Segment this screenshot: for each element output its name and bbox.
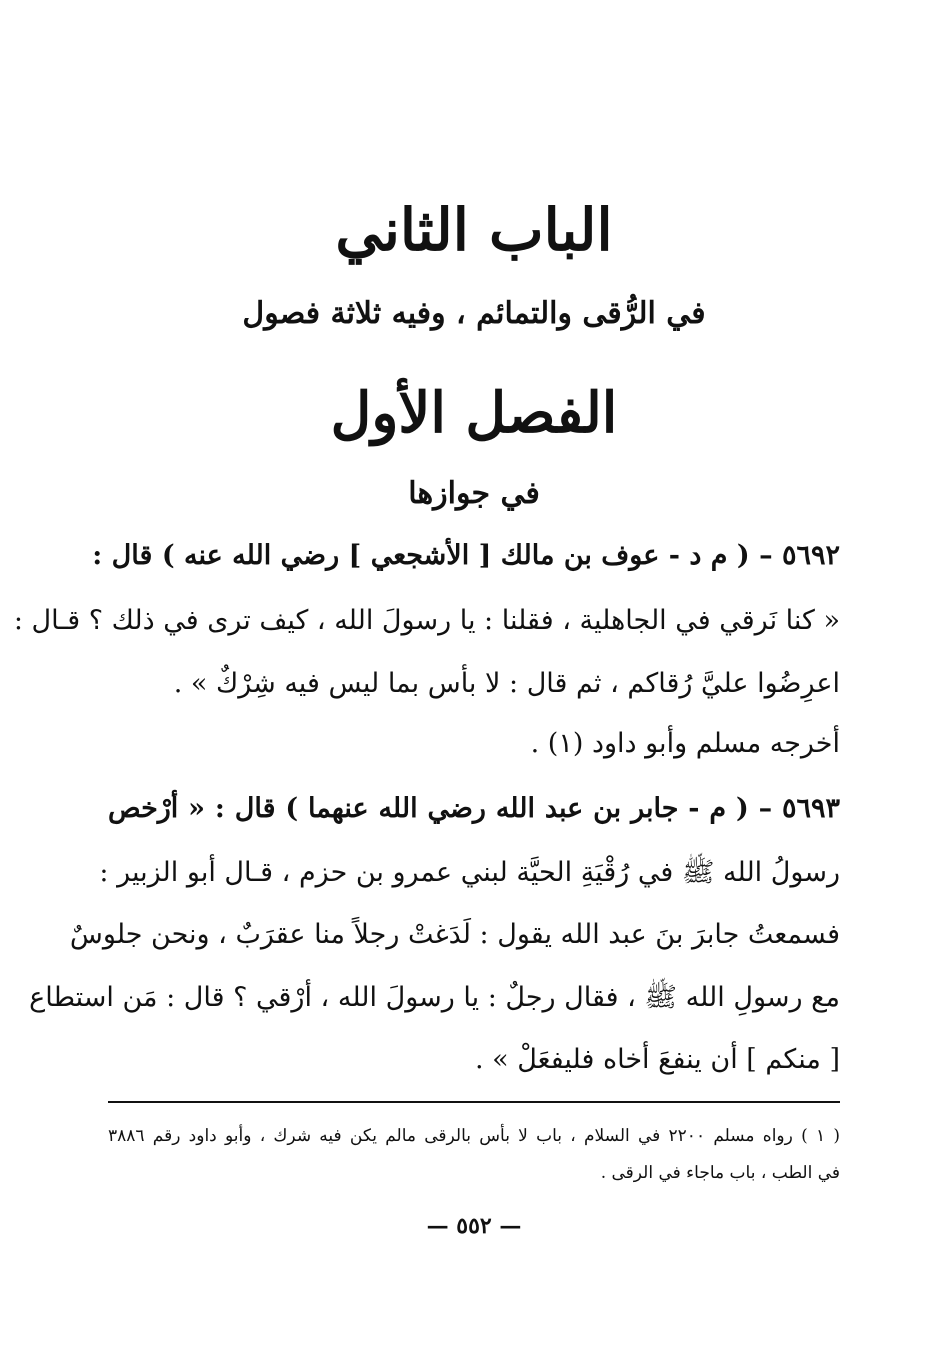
chapter-title: الباب الثاني <box>335 196 613 264</box>
footnote-line: ( ١ ) رواه مسلم ٢٢٠٠ في السلام ، باب لا بأس بالرقى مالم يكن فيه شرك ، وأبو داود رقم ٣٨٨٦ <box>108 1126 840 1146</box>
hadith-5693-text-line: فسمعتُ جابرَ بنَ عبد الله يقول : لَدَغتْ رجلاً منا عقرَبٌ ، ونحن جلوسٌ <box>69 919 840 950</box>
footnote-divider <box>108 1101 840 1103</box>
section-subtitle: في جوازها <box>408 476 540 511</box>
hadith-5693-text-line: مع رسولِ الله ﷺ ، فقال رجلٌ : يا رسولَ الله ، أرْقي ؟ قال : مَن استطاع <box>29 982 840 1013</box>
hadith-5693-text-line: [ منكم ] أن ينفعَ أخاه فليفعَلْ » . <box>474 1044 840 1075</box>
hadith-5692-source: أخرجه مسلم وأبو داود (١) . <box>530 728 840 759</box>
hadith-5692-text-line: اعرِضُوا عليَّ رُقاكم ، ثم قال : لا بأس بما ليس فيه شِرْكٌ » . <box>173 668 840 699</box>
page-number: — ٥٥٢ — <box>426 1213 522 1239</box>
hadith-5692-text-line: « كنا نَرقي في الجاهلية ، فقلنا : يا رسولَ الله ، كيف ترى في ذلك ؟ قـال : <box>13 605 840 636</box>
hadith-5692-heading: ٥٦٩٢ – ( م د - عوف بن مالك [ الأشجعي ] رضي الله عنه ) قال : <box>92 540 840 571</box>
footnote-line: في الطب ، باب ماجاء في الرقى . <box>600 1163 840 1183</box>
hadith-5693-text-line: رسولُ الله ﷺ في رُقْيَةِ الحيَّة لبني عمرو بن حزم ، قـال أبو الزبير : <box>99 857 840 888</box>
chapter-subtitle: في الرُّقى والتمائم ، وفيه ثلاثة فصول <box>242 296 706 331</box>
hadith-5693-heading: ٥٦٩٣ – ( م - جابر بن عبد الله رضي الله عنهما ) قال : « أرْخص <box>108 793 840 824</box>
section-title: الفصل الأول <box>330 380 618 446</box>
